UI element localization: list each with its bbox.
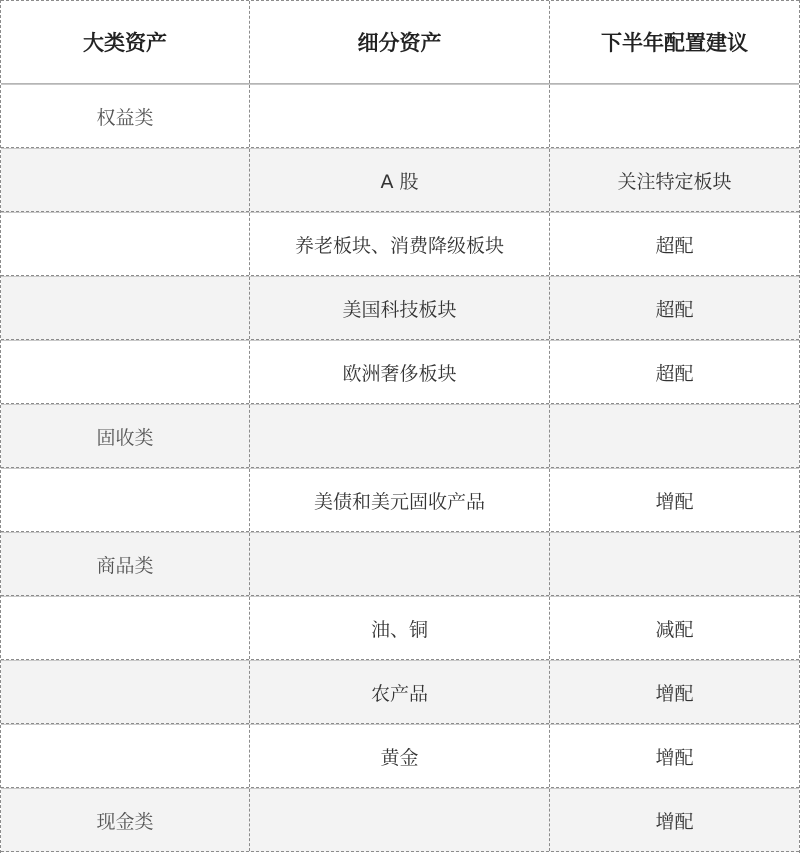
major-asset-cell [1,469,250,531]
advice-cell: 超配 [655,362,694,385]
major-asset-cell [1,725,250,787]
advice-cell: 超配 [655,234,694,257]
major-asset-cell [1,341,250,403]
table-row [1,532,799,596]
advice-cell: 关注特定板块 [617,170,732,193]
table-row [1,340,799,404]
advice-cell: 增配 [655,810,694,833]
table-row [1,660,799,724]
table-row [1,212,799,276]
advice-cell [550,85,799,147]
table-row [1,84,799,148]
sub-asset-cell: 养老板块、消费降级板块 [250,213,550,275]
header-major-asset: 大类资产 [1,1,250,83]
sub-asset-cell [250,85,550,147]
major-asset-cell: 权益类 [1,85,250,147]
table-row [1,788,799,852]
major-asset-cell: 现金类 [1,789,250,851]
advice-cell: 增配 [655,682,694,705]
advice-cell: 增配 [655,746,694,769]
sub-asset-cell: 黄金 [250,725,550,787]
table-row [1,148,799,212]
sub-asset-cell: A 股 [250,149,550,211]
table-row [1,596,799,660]
sub-asset-cell: 美债和美元固收产品 [250,469,550,531]
major-asset-cell [1,661,250,723]
major-asset-cell [1,149,250,211]
table-row [1,468,799,532]
major-asset-cell [1,597,250,659]
table-header-row [1,0,799,84]
header-allocation-advice: 下半年配置建议 [601,31,748,55]
major-asset-cell [1,277,250,339]
sub-asset-cell: 农产品 [250,661,550,723]
table-row [1,724,799,788]
table-row [1,404,799,468]
advice-cell [550,533,799,595]
major-asset-cell: 固收类 [1,405,250,467]
major-asset-cell: 商品类 [1,533,250,595]
table-row [1,276,799,340]
advice-cell: 超配 [655,298,694,321]
major-asset-cell [1,213,250,275]
sub-asset-cell [250,405,550,467]
sub-asset-cell [250,533,550,595]
sub-asset-cell: 美国科技板块 [250,277,550,339]
advice-cell [550,405,799,467]
header-sub-asset: 细分资产 [250,1,550,83]
advice-cell: 增配 [655,490,694,513]
sub-asset-cell: 欧洲奢侈板块 [250,341,550,403]
sub-asset-cell [250,789,550,851]
sub-asset-cell: 油、铜 [250,597,550,659]
advice-cell: 减配 [655,618,694,641]
